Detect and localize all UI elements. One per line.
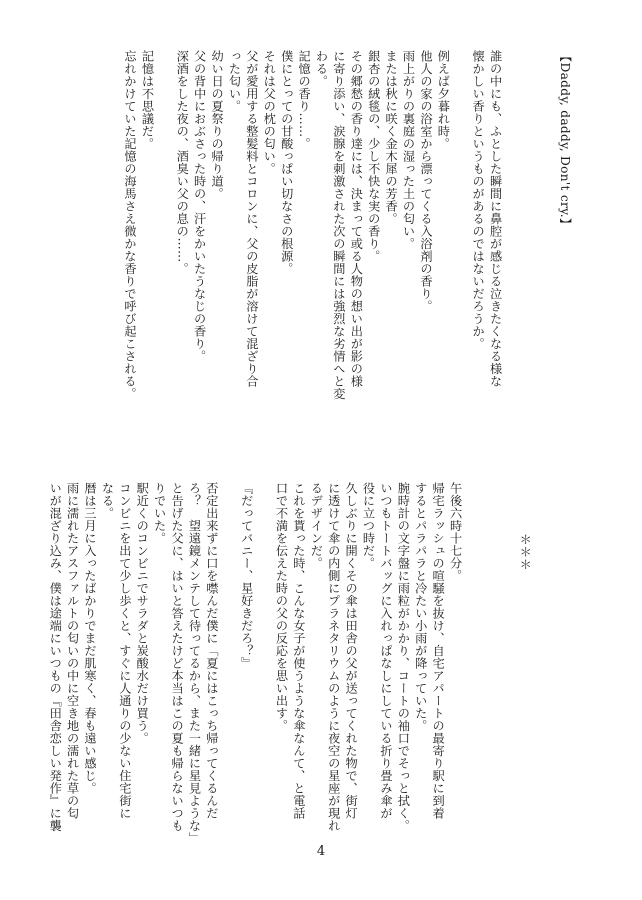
bottom-text-line: に透けて傘の内側にプラネタリウムのように夜空の星座が現れ bbox=[326, 482, 341, 832]
top-text-line: 記憶は不思議だ。 bbox=[140, 50, 155, 150]
bottom-text-line: 暦は三月に入ったばかりでまだ肌寒く、春も遠い感じ。 bbox=[83, 482, 98, 795]
bottom-text-line: ろ？ 望遠鏡メンテして待ってるから、また一緒に星見ような」 bbox=[187, 482, 202, 845]
bottom-text-line: コンビニを出て少し歩くと、すぐに人通りの少ない住宅街に bbox=[117, 482, 132, 820]
bottom-text-line: 役に立つ時だ。 bbox=[361, 482, 376, 570]
top-text-line: その郷愁の香り達には、決まって或る人物の想い出が影の様 bbox=[349, 50, 364, 388]
bottom-text-line: 『だってバニー、星好きだろ？』 bbox=[239, 482, 254, 670]
top-text-line: 忘れかけていた記憶の海馬さえ微かな香りで呼び起こされる。 bbox=[123, 50, 138, 400]
top-text-line: 懐かしい香りというものがあるのではないだろうか。 bbox=[471, 50, 486, 350]
top-text-line: った匂い。 bbox=[227, 50, 242, 113]
chapter-title: 【Daddy, daddy, Don't cry.】 bbox=[558, 50, 573, 231]
top-text-line bbox=[451, 50, 468, 425]
top-text-line: または秋に咲く金木犀の芳香。 bbox=[384, 50, 399, 225]
bottom-text-block bbox=[23, 482, 568, 854]
top-text-block bbox=[23, 50, 608, 425]
bottom-text-line: いが混ざり込み、僕は途端にいつもの『田舎恋しい発作』に襲 bbox=[48, 482, 63, 832]
bottom-text-line: 否定出来ずに口を噤んだ僕に「夏にはこっち帰ってくるんだ bbox=[204, 482, 219, 820]
bottom-text-line: と告げた父に、はいと答えたけど本当はこの夏も帰らないつも bbox=[170, 482, 185, 832]
bottom-text-line: なる。 bbox=[100, 482, 115, 520]
bottom-text-line bbox=[464, 482, 481, 854]
top-text-line: 父の背中におぶさった時の、汗をかいたうなじの香り。 bbox=[192, 50, 207, 363]
scene-separator: ＊＊＊ bbox=[518, 533, 533, 571]
bottom-text-line: 午後六時十七分。 bbox=[448, 482, 463, 582]
top-text-line: 記憶の香り……。 bbox=[297, 50, 312, 150]
bottom-text-line: これを貰った時、こんな女子が使うような傘なんて、と電話 bbox=[291, 482, 306, 820]
bottom-text-line: 口で不満を伝えた時の父の反応を思い出す。 bbox=[274, 482, 289, 732]
bottom-text-line: 駅近くのコンビニでサラダと炭酸水だけ買う。 bbox=[135, 482, 150, 745]
top-text-line: 深酒をした夜の、酒臭い父の息の……。 bbox=[175, 50, 190, 275]
top-text-line: 僕にとっての甘酸っぱい切なさの根源。 bbox=[279, 50, 294, 275]
top-text-line: 他人の家の浴室から漂ってくる入浴剤の香り。 bbox=[418, 50, 433, 313]
bottom-text-line: 帰宅ラッシュの喧騒を抜け、自宅アパートの最寄り駅に到着 bbox=[431, 482, 446, 820]
bottom-text-line: 雨に濡れたアスファルトの匂いの中に空き地の濡れた草の匂 bbox=[65, 482, 80, 820]
bottom-text-line: るデザインだ。 bbox=[309, 482, 324, 570]
top-text-line bbox=[155, 50, 172, 425]
top-text-line: わる。 bbox=[314, 50, 329, 88]
top-text-line: 父が愛用する整髪料とコロンに、父の皮脂が溶けて混ざり合 bbox=[244, 50, 259, 388]
top-text-line: 例えば夕暮れ時。 bbox=[436, 50, 451, 150]
top-text-line: 誰の中にも、ふとした瞬間に鼻腔が感じる泣きたくなる様な bbox=[488, 50, 503, 388]
bottom-text-line bbox=[220, 482, 237, 854]
page-number: 4 bbox=[316, 844, 326, 859]
bottom-text-line: いつもトートバッグに入れっぱなしにしている折り畳み傘が bbox=[378, 482, 393, 820]
bottom-text-line: りでいた。 bbox=[152, 482, 167, 545]
top-text-line: 銀杏の絨毯の、少し不快な実の香り。 bbox=[366, 50, 381, 263]
top-text-line: 雨上がりの裏庭の湿った土の匂い。 bbox=[401, 50, 416, 250]
top-text-line: 幼い日の夏祭りの帰り道。 bbox=[210, 50, 225, 200]
bottom-text-line: 久しぶりに開くその傘は田舎の父が送ってくれた物で、街灯 bbox=[344, 482, 359, 820]
bottom-text-line bbox=[255, 482, 272, 854]
bottom-text-line: 腕時計の文字盤に雨粒がかかり、コートの袖口でそっと拭く。 bbox=[396, 482, 411, 832]
top-text-line: それは父の枕の匂い。 bbox=[262, 50, 277, 175]
top-text-line: に寄り添い、涙腺を刺激された次の瞬間には強烈な劣情へと変 bbox=[331, 50, 346, 400]
bottom-text-line: するとパラパラと冷たい小雨が降っていた。 bbox=[413, 482, 428, 732]
top-text-line bbox=[504, 50, 521, 425]
